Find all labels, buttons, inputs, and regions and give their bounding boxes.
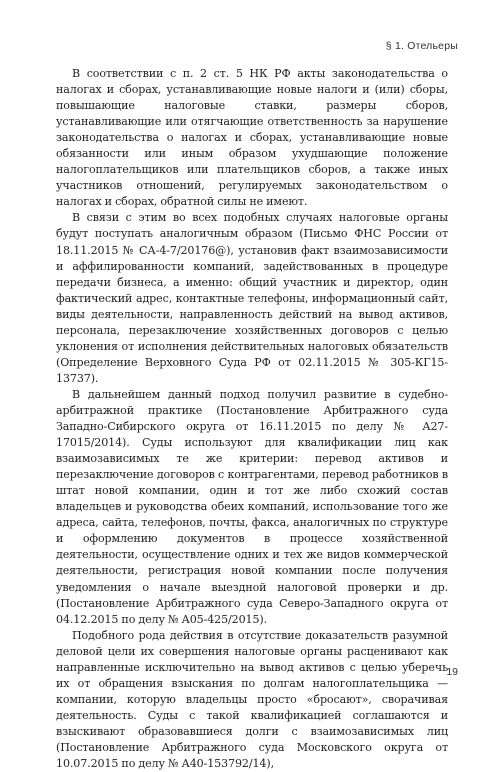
paragraph-1: В соответствии с п. 2 ст. 5 НК РФ акты законодательства о налогах и сборах, устанавливающие новые налоги и (или) сборы, повышающие налоговые ставки, размеры сборов, устанавливающие или отягчающие ответственность за нарушение законодательства о налогах и сборах, устанавливающие новые обязанности или иным образом ухудшающие положение налогоплательщиков или плательщиков сборов, а также иных участников отношений, регулируемых законодательством о налогах и сборах, обратной силы не имеют. [56,67,448,209]
body-text [56,66,448,772]
paragraph-4: Подобного рода действия в отсутствие доказательств разумной деловой цели их совершения налоговые органы расценивают как направленные исключительно на вывод активов с целью уберечь их от обращения взыскания по долгам налогоплательщика — компании, которую владельцы просто «бросают», сворачивая деятельность. Суды с такой квалификацией соглашаются и взыскивают образовавшиеся долги с взаимозависимых лиц (Постановление Арбитражного суда Московского округа от 10.07.2015 по делу № А40-153792/14), [56,628,448,771]
page-number: 19 [446,666,458,678]
paragraph-2: В связи с этим во всех подобных случаях налоговые органы будут поступать аналогичным образом (Письмо ФНС России от 18.11.2015 № СА-4-7/20176@), установив факт взаимозависимости и аффилированности компаний, задействованных в процедуре передачи бизнеса, а именно: общий участник и директор, один фактический адрес, контактные телефоны, информационный сайт, виды деятельности, направленность действий на вывод активов, персонала, перезаключение хозяйственных договоров с целью уклонения от исполнения действительных налоговых обязательств (Определение Верховного Суда РФ от 02.11.2015 № 305-КГ15-13737). [56,211,448,385]
paragraph-3: В дальнейшем данный подход получил развитие в судебно-арбитражной практике (Постановление Арбитражного суда Западно-Сибирского округа от 16.11.2015 по делу № А27-17015/2014). Суды используют для квалификации лиц как взаимозависимых те же критерии: перевод активов и перезаключение договоров с контрагентами, перевод работников в штат новой компании, один и тот же либо схожий состав владельцев и руководства обеих компаний, использование того же адреса, сайта, телефонов, почты, факса, аналогичных по структуре и оформлению документов в процессе хозяйственной деятельности, осуществление одних и тех же видов коммерческой деятельности, регистрация новой компании после получения уведомления о начале выездной налоговой проверки и др. (Постановление Арбитражного суда Северо-Западного округа от 04.12.2015 по делу № А05-425/2015). [56,387,448,626]
running-header: § 1. Отельеры [385,40,458,52]
